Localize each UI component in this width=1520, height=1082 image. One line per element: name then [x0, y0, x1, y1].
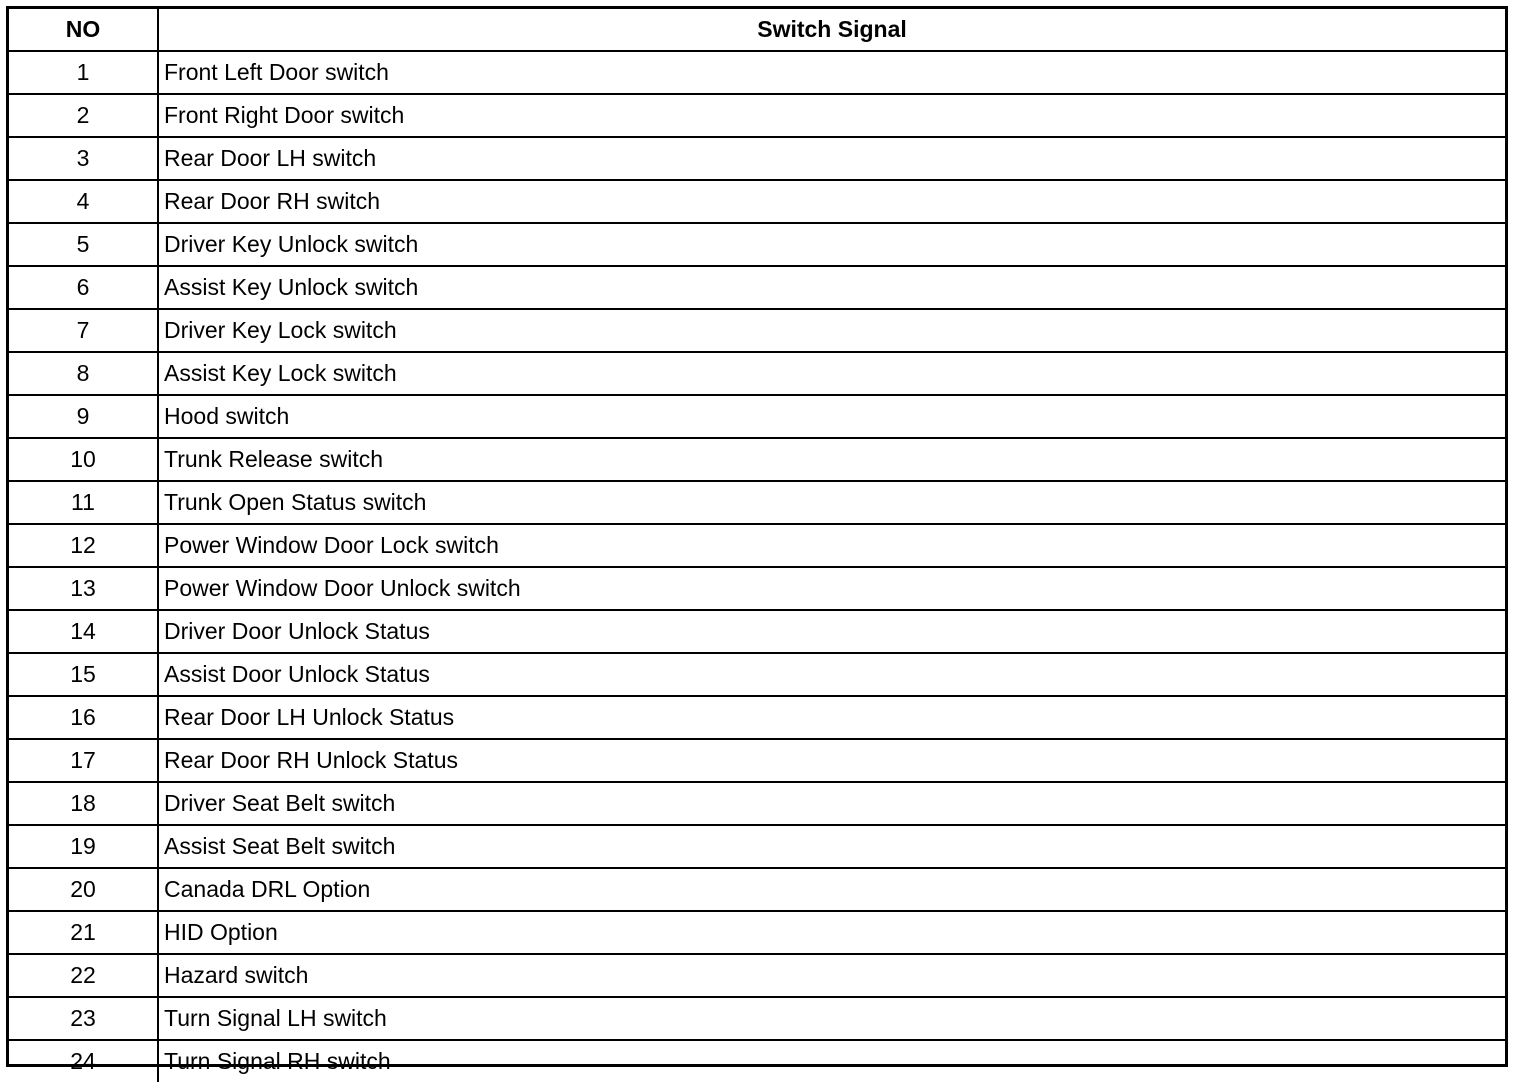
table-header-row — [9, 9, 1505, 51]
row-signal: Rear Door LH switch — [158, 137, 1505, 180]
row-number: 16 — [9, 696, 158, 739]
row-signal: Assist Seat Belt switch — [158, 825, 1505, 868]
row-number: 23 — [9, 997, 158, 1040]
row-signal: Driver Key Lock switch — [158, 309, 1505, 352]
row-signal: Trunk Open Status switch — [158, 481, 1505, 524]
row-number: 19 — [9, 825, 158, 868]
switch-signal-table — [6, 6, 1508, 1074]
row-number: 4 — [9, 180, 158, 223]
row-number: 9 — [9, 395, 158, 438]
table-row — [9, 567, 1505, 610]
row-number: 5 — [9, 223, 158, 266]
table-row — [9, 137, 1505, 180]
row-number: 24 — [9, 1040, 158, 1082]
row-signal: Power Window Door Lock switch — [158, 524, 1505, 567]
row-signal: Rear Door LH Unlock Status — [158, 696, 1505, 739]
row-number: 20 — [9, 868, 158, 911]
row-number: 14 — [9, 610, 158, 653]
row-number: 7 — [9, 309, 158, 352]
row-signal: Canada DRL Option — [158, 868, 1505, 911]
row-number: 6 — [9, 266, 158, 309]
table-row — [9, 524, 1505, 567]
table-row — [9, 309, 1505, 352]
table-row — [9, 180, 1505, 223]
row-number: 12 — [9, 524, 158, 567]
row-number: 1 — [9, 51, 158, 94]
row-number: 22 — [9, 954, 158, 997]
row-signal: Rear Door RH switch — [158, 180, 1505, 223]
table-row — [9, 438, 1505, 481]
row-signal: Front Left Door switch — [158, 51, 1505, 94]
table-row — [9, 911, 1505, 954]
row-number: 15 — [9, 653, 158, 696]
table-row — [9, 352, 1505, 395]
row-number: 3 — [9, 137, 158, 180]
table-body — [9, 51, 1505, 1082]
table-row — [9, 739, 1505, 782]
row-signal: Driver Door Unlock Status — [158, 610, 1505, 653]
table-row — [9, 653, 1505, 696]
row-signal: Assist Door Unlock Status — [158, 653, 1505, 696]
table-row — [9, 825, 1505, 868]
row-signal: Trunk Release switch — [158, 438, 1505, 481]
row-signal: Turn Signal LH switch — [158, 997, 1505, 1040]
row-number: 8 — [9, 352, 158, 395]
row-number: 21 — [9, 911, 158, 954]
header-no: NO — [9, 9, 158, 51]
row-number: 11 — [9, 481, 158, 524]
table-row — [9, 868, 1505, 911]
table-row — [9, 266, 1505, 309]
row-number: 2 — [9, 94, 158, 137]
header-switch-signal: Switch Signal — [158, 9, 1505, 51]
row-signal: Driver Seat Belt switch — [158, 782, 1505, 825]
table-row — [9, 223, 1505, 266]
row-signal: Front Right Door switch — [158, 94, 1505, 137]
table-row — [9, 51, 1505, 94]
table-row — [9, 395, 1505, 438]
row-signal: Hood switch — [158, 395, 1505, 438]
table-row — [9, 954, 1505, 997]
row-signal: Hazard switch — [158, 954, 1505, 997]
table-row — [9, 481, 1505, 524]
table-row — [9, 997, 1505, 1040]
table-row — [9, 696, 1505, 739]
table — [9, 9, 1505, 1082]
row-number: 17 — [9, 739, 158, 782]
row-signal: Driver Key Unlock switch — [158, 223, 1505, 266]
row-signal: Rear Door RH Unlock Status — [158, 739, 1505, 782]
row-signal: Turn Signal RH switch — [158, 1040, 1505, 1082]
row-number: 18 — [9, 782, 158, 825]
row-signal: Power Window Door Unlock switch — [158, 567, 1505, 610]
table-row — [9, 610, 1505, 653]
row-signal: Assist Key Unlock switch — [158, 266, 1505, 309]
row-number: 13 — [9, 567, 158, 610]
table-row — [9, 782, 1505, 825]
row-signal: HID Option — [158, 911, 1505, 954]
table-row — [9, 1040, 1505, 1082]
row-signal: Assist Key Lock switch — [158, 352, 1505, 395]
row-number: 10 — [9, 438, 158, 481]
table-row — [9, 94, 1505, 137]
